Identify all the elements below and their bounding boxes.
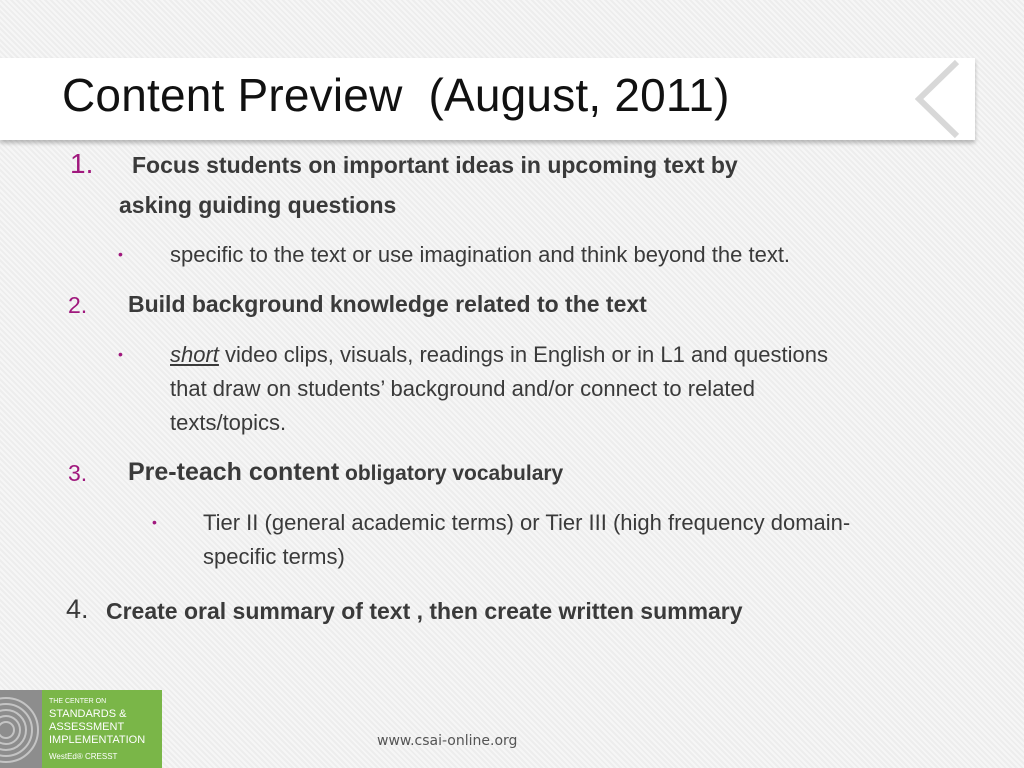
item-2-bullet-1-text: video clips, visuals, readings in English or in L1 and questions (218, 342, 828, 367)
item-2-bullet-1-line3: texts/topics. (170, 410, 287, 435)
logo-line-4: IMPLEMENTATION (49, 734, 146, 746)
item-1-number: 1. (70, 148, 94, 179)
bullet-icon: • (118, 246, 123, 262)
item-1-text-line1: Focus students on important ideas in upcoming text by (132, 152, 738, 178)
item-2-bullet-1-line1 (170, 338, 828, 372)
item-3-text (128, 458, 563, 487)
item-3-bullet-1-line2: specific terms) (203, 544, 345, 569)
logo-partners: WestEd® CRESST (49, 752, 118, 761)
item-1-text-line2: asking guiding questions (119, 192, 397, 218)
bullet-icon: • (118, 346, 123, 362)
item-2-bullet-1-line2: that draw on students’ background and/or connect to related (170, 376, 756, 401)
item-2-text: Build background knowledge related to the text (128, 291, 647, 317)
footer-url[interactable]: www.csai-online.org (377, 733, 518, 749)
logo-line-2: STANDARDS & (49, 708, 127, 720)
csai-logo (0, 690, 162, 768)
item-3-text-main: Pre-teach content (128, 458, 340, 486)
logo-line-3: ASSESSMENT (49, 721, 125, 733)
item-2-number: 2. (68, 292, 88, 318)
item-4-number: 4. (66, 594, 89, 624)
logo-rings-graphic (0, 690, 42, 768)
logo-text-block (42, 690, 162, 768)
item-3-bullet-1-line1: Tier II (general academic terms) or Tier III (high frequency domain- (203, 510, 851, 535)
item-3-number: 3. (68, 460, 88, 486)
rings-icon (0, 690, 42, 768)
item-1-bullet-1: specific to the text or use imagination and think beyond the text. (170, 242, 791, 267)
bullet-icon: • (152, 514, 157, 530)
chevron-left-icon (915, 58, 975, 140)
item-3-text-small: obligatory vocabulary (339, 462, 564, 485)
item-4-text: Create oral summary of text , then create written summary (106, 598, 743, 624)
logo-line-1: THE CENTER ON (49, 698, 107, 705)
slide-title: Content Preview (August, 2011) (62, 69, 730, 121)
emphasis-short: short (170, 342, 219, 367)
